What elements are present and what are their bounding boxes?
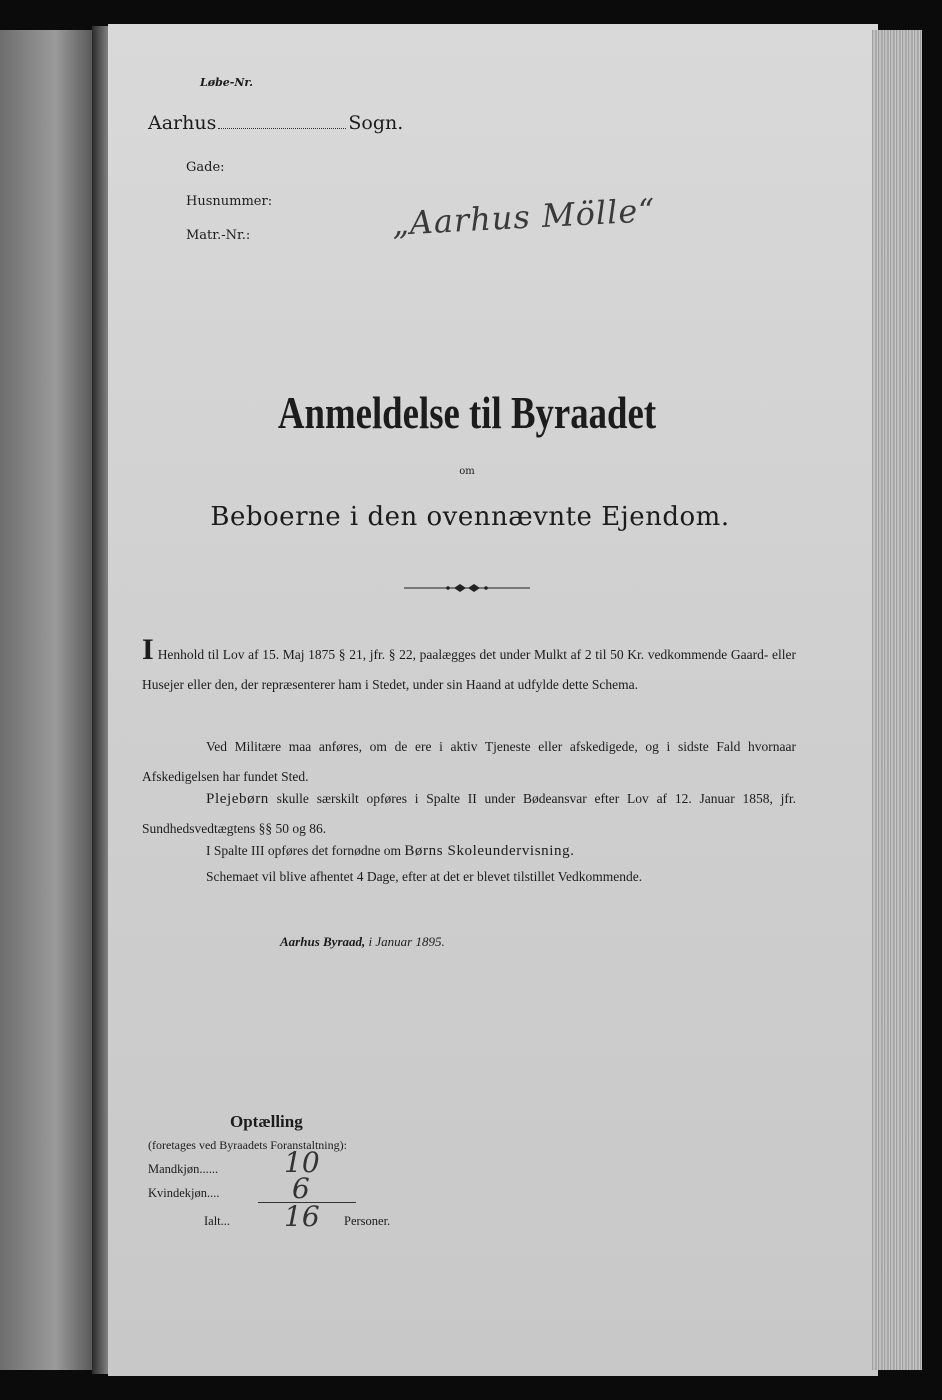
document-title: Anmeldelse til Byraadet — [277, 387, 657, 438]
lobe-nr-label: Løbe-Nr. — [200, 76, 253, 89]
handwritten-address: „Aarhus Mölle“ — [391, 191, 657, 243]
parish-suffix: Sogn. — [348, 112, 404, 134]
plejeborn-lead: Plejebørn — [206, 791, 269, 807]
page-stack-edge — [872, 30, 922, 1370]
instruction-paragraph-3 — [142, 784, 796, 844]
male-value: 10 — [284, 1146, 320, 1179]
persons-label: Personer. — [344, 1214, 391, 1228]
count-subtitle: (foretages ved Byraadets Foranstaltning): — [148, 1138, 347, 1152]
title-om: om — [459, 466, 475, 477]
gade-label: Gade: — [186, 160, 225, 175]
instruction-paragraph-1 — [142, 633, 796, 700]
female-value: 6 — [292, 1172, 310, 1205]
instruction-paragraph-5 — [142, 862, 796, 892]
signoff — [280, 934, 445, 950]
total-label: Ialt... — [204, 1214, 231, 1228]
male-label: Mandkjøn...... — [148, 1162, 219, 1176]
instruction-text-2: Ved Militære maa anføres, om de ere i aktiv Tjeneste eller afskedigede, og i sidste Fald hvornaar Afskedigelsen har fundet Sted. — [142, 739, 796, 784]
left-page-edge — [0, 30, 92, 1370]
husnummer-label: Husnummer: — [186, 194, 273, 209]
total-value: 16 — [284, 1200, 320, 1233]
parish-line — [148, 112, 403, 134]
instruction-text-5: Schemaet vil blive afhentet 4 Dage, efter at det er blevet tilstillet Vedkommende. — [206, 869, 643, 884]
parish-blank — [218, 114, 346, 129]
drop-cap: I — [142, 633, 154, 666]
signoff-date: i Januar 1895. — [368, 934, 445, 949]
city-name: Aarhus — [148, 112, 217, 134]
school-emphasis: Børns Skoleundervisning. — [404, 843, 575, 859]
matr-label: Matr.-Nr.: — [186, 228, 251, 243]
instruction-text-3: skulle særskilt opføres i Spalte II under Bødeansvar efter Lov af 12. Januar 1858, jfr. Sundhedsvedtægtens §§ 50 og 86. — [142, 791, 797, 836]
signoff-org: Aarhus Byraad, — [280, 934, 366, 949]
instruction-text-1: Henhold til Lov af 15. Maj 1875 § 21, jfr. § 22, paalægges det under Mulkt af 2 til 50 Kr. vedkommende Gaard- eller Husejer eller den, der repræsenterer ham i Stedet, under sin Haand at udfylde dette Schema. — [142, 647, 796, 692]
document-subtitle: Beboerne i den ovennævnte Ejendom. — [210, 502, 730, 532]
instruction-paragraph-2 — [142, 732, 796, 792]
count-title: Optælling — [230, 1112, 303, 1131]
instruction-text-4: I Spalte III opføres det fornødne om — [206, 843, 401, 858]
ornament-divider — [404, 578, 530, 598]
female-label: Kvindekjøn.... — [148, 1186, 220, 1200]
